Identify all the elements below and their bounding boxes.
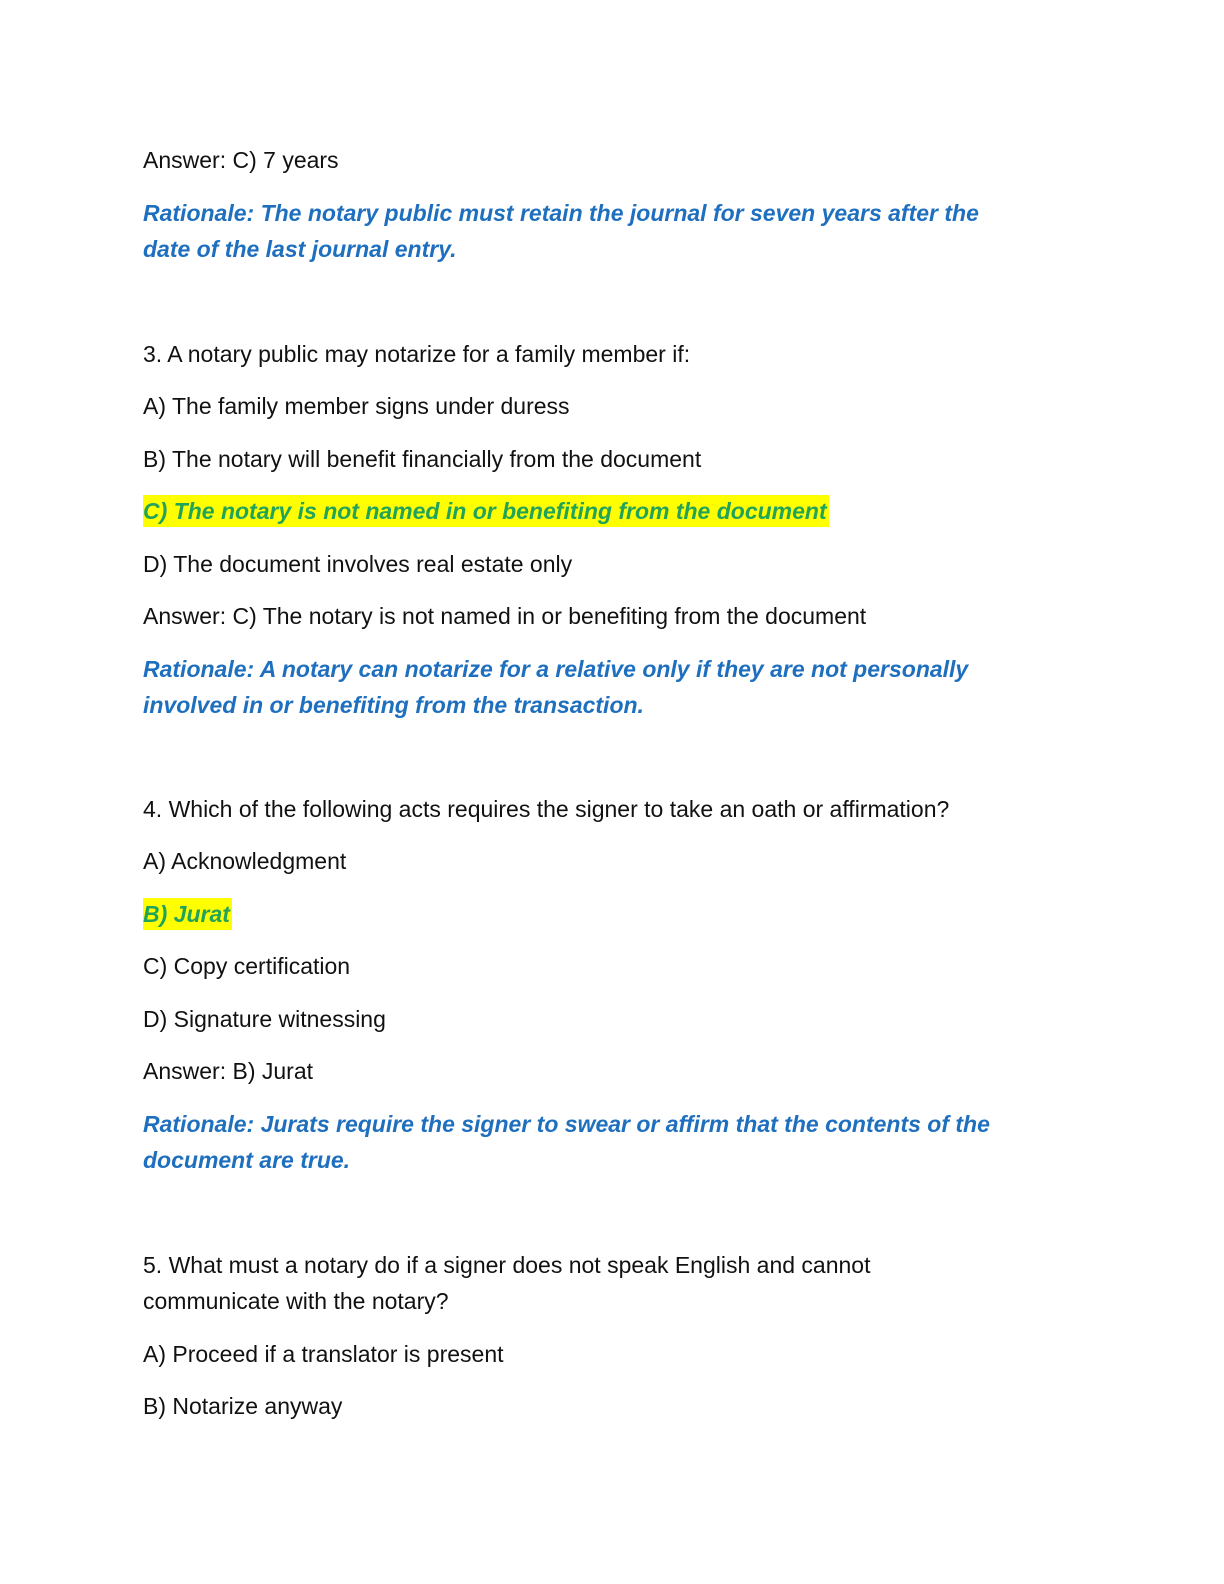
- q4-question: 4. Which of the following acts requires the signer to take an oath or affirmation?: [143, 796, 950, 822]
- q2-rationale-line2: date of the last journal entry.: [143, 236, 457, 262]
- q4-option-a: A) Acknowledgment: [143, 848, 347, 874]
- q5-question-line2: communicate with the notary?: [143, 1288, 449, 1314]
- q4-answer: Answer: B) Jurat: [143, 1058, 313, 1084]
- q5-question-line1: 5. What must a notary do if a signer does not speak English and cannot: [143, 1252, 871, 1278]
- q4-option-b-correct: B) Jurat: [143, 898, 232, 930]
- q3-option-c-row: [143, 493, 1083, 529]
- q4-option-b-row: [143, 896, 1083, 932]
- q4-option-d: D) Signature witnessing: [143, 1006, 386, 1032]
- q2-answer: Answer: C) 7 years: [143, 147, 339, 173]
- q3-rationale-line1: Rationale: A notary can notarize for a relative only if they are not personally: [143, 656, 969, 682]
- q3-option-a: A) The family member signs under duress: [143, 393, 570, 419]
- q3-option-b: B) The notary will benefit financially from the document: [143, 446, 702, 472]
- q3-answer: Answer: C) The notary is not named in or benefiting from the document: [143, 603, 867, 629]
- q5-option-b: B) Notarize anyway: [143, 1393, 343, 1419]
- q3-question: 3. A notary public may notarize for a family member if:: [143, 341, 691, 367]
- q5-option-a: A) Proceed if a translator is present: [143, 1341, 504, 1367]
- q4-rationale-line1: Rationale: Jurats require the signer to swear or affirm that the contents of the: [143, 1111, 990, 1137]
- q3-option-d: D) The document involves real estate only: [143, 551, 573, 577]
- q3-option-c-correct: C) The notary is not named in or benefiting from the document: [143, 495, 829, 527]
- q4-option-c: C) Copy certification: [143, 953, 351, 979]
- q3-rationale-line2: involved in or benefiting from the transaction.: [143, 692, 644, 718]
- q4-rationale-line2: document are true.: [143, 1147, 351, 1173]
- q2-rationale-line1: Rationale: The notary public must retain the journal for seven years after the: [143, 200, 979, 226]
